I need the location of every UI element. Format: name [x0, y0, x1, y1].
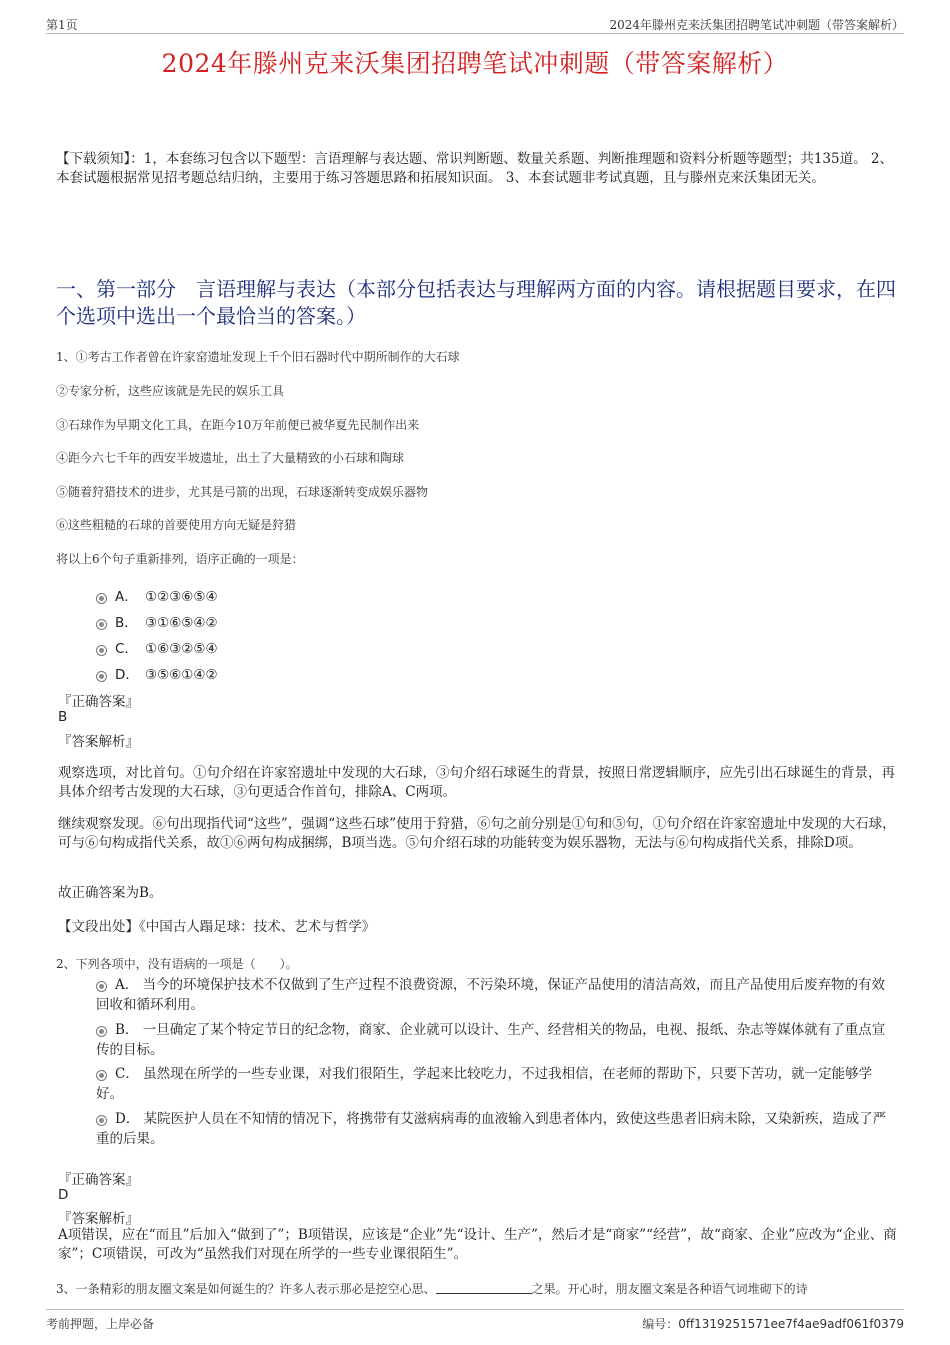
q2-analysis: A项错误，应在“而且”后加入“做到了”；B项错误，应该是“企业”先“设计、生产”，然后才是“商家”“经营”，故“商家、企业”应改为“企业、商家”；C项错误，可改为“虽然我们对现在所学的一些专业课很陌生”。	[58, 1227, 897, 1262]
section-title: 一、第一部分 言语理解与表达（本部分包括表达与理解两方面的内容。请根据题目要求，在四个选项中选出一个最恰当的答案。）	[56, 277, 896, 328]
q1-sentence-4: ④距今六七千年的西安半坡遗址，出土了大量精致的小石球和陶球	[56, 451, 405, 465]
page-header	[46, 14, 904, 34]
q1-sentence-6: ⑥这些粗糙的石球的首要使用方向无疑是狩猎	[56, 518, 297, 532]
q1-option-c[interactable]: C． ①⑥③②⑤④	[96, 637, 218, 657]
q2-option-d[interactable]: D． 某院医护人员在不知情的情况下，将携带有艾滋病病毒的血液输入到患者体内，致使这些患者旧病未除，又染新疾，造成了严重的后果。	[96, 1111, 887, 1147]
q1-analysis-3: 故正确答案为B。	[58, 885, 163, 901]
q2-option-a[interactable]: A． 当今的环境保护技术不仅做到了生产过程不浪费资源，不污染环境，保证产品使用的清洁高效，而且产品使用后废弃物的有效回收和循环利用。	[96, 977, 886, 1013]
page-number: 第1页	[46, 18, 78, 32]
q1-answer: B	[58, 709, 68, 725]
footer-doc-id: 编号：0ff1319251571ee7f4ae9adf061f0379	[642, 1317, 904, 1331]
fill-blank[interactable]	[436, 1282, 532, 1294]
q2-option-c[interactable]: C． 虽然现在所学的一些专业课，对我们很陌生，学起来比较吃力，不过我相信，在老师的帮助下，只要下苦功，就一定能够学好。	[96, 1066, 873, 1102]
q1-option-b[interactable]: B． ③①⑥⑤④②	[96, 611, 218, 631]
radio-icon[interactable]	[96, 645, 107, 656]
page-footer	[46, 1309, 904, 1333]
q2-answer-label: 『正确答案』	[58, 1172, 139, 1188]
q1-sentence-5: ⑤随着狩猎技术的进步，尤其是弓箭的出现，石球逐渐转变成娱乐器物	[56, 485, 429, 499]
q3-stem: 3、一条精彩的朋友圈文案是如何诞生的？许多人表示那必是挖空心思、 之果。开心时，朋友圈文案是各种语气词堆砌下的诗	[56, 1282, 808, 1296]
q2-answer: D	[58, 1187, 69, 1203]
q1-prompt: 将以上6个句子重新排列，语序正确的一项是：	[56, 552, 304, 566]
q2-analysis-label: 『答案解析』	[58, 1211, 139, 1227]
q1-sentence-2: ②专家分析，这些应该就是先民的娱乐工具	[56, 384, 285, 398]
q1-analysis-2: 继续观察发现。⑥句出现指代词“这些”，强调“这些石球”使用于狩猎，⑥句之前分别是①句和⑤句，①句介绍在许家窑遗址中发现的大石球，可与⑥句构成指代关系，故①⑥两句构成捆绑，B项当选。⑤句介绍石球的功能转变为娱乐器物，无法与⑥句构成指代关系，排除D项。	[58, 816, 896, 851]
q1-source: 【文段出处】《中国古人蹋足球：技术、艺术与哲学》	[58, 919, 376, 935]
download-notice: 【下载须知】：1，本套练习包含以下题型：言语理解与表达题、常识判断题、数量关系题、判断推理题和资料分析题等题型；共135道。 2、本套试题根据常见招考题总结归纳，主要用于练习答题思路和拓展知识面。 3、本套试题非考试真题，且与滕州克来沃集团无关。	[56, 151, 893, 186]
radio-icon[interactable]	[96, 1115, 107, 1126]
q1-sentence-1: 1、①考古工作者曾在许家窑遗址发现上千个旧石器时代中期所制作的大石球	[56, 350, 460, 364]
q1-answer-label: 『正确答案』	[58, 694, 139, 710]
radio-icon[interactable]	[96, 1070, 107, 1081]
header-doc-title: 2024年滕州克来沃集团招聘笔试冲刺题（带答案解析）	[609, 18, 904, 32]
radio-icon[interactable]	[96, 981, 107, 992]
radio-icon[interactable]	[96, 619, 107, 630]
q2-stem: 2、下列各项中，没有语病的一项是（ ）。	[56, 957, 298, 971]
q1-option-d[interactable]: D． ③⑤⑥①④②	[96, 663, 218, 683]
radio-icon[interactable]	[96, 671, 107, 682]
q1-option-a[interactable]: A． ①②③⑥⑤④	[96, 585, 218, 605]
document-title: 2024年滕州克来沃集团招聘笔试冲刺题（带答案解析）	[161, 49, 789, 78]
radio-icon[interactable]	[96, 593, 107, 604]
q1-sentence-3: ③石球作为早期文化工具，在距今10万年前便已被华夏先民制作出来	[56, 418, 420, 432]
q1-analysis-1: 观察选项，对比首句。①句介绍在许家窑遗址中发现的大石球，③句介绍石球诞生的背景，按照日常逻辑顺序，应先引出石球诞生的背景，再具体介绍考古发现的大石球，③句更适合作首句，排除A、C两项。	[58, 765, 895, 800]
footer-slogan: 考前押题，上岸必备	[46, 1317, 155, 1331]
radio-icon[interactable]	[96, 1026, 107, 1037]
q2-option-b[interactable]: B． 一旦确定了某个特定节日的纪念物，商家、企业就可以设计、生产、经营相关的物品，电视、报纸、杂志等媒体就有了重点宣传的目标。	[96, 1022, 886, 1058]
q1-analysis-label: 『答案解析』	[58, 734, 139, 750]
